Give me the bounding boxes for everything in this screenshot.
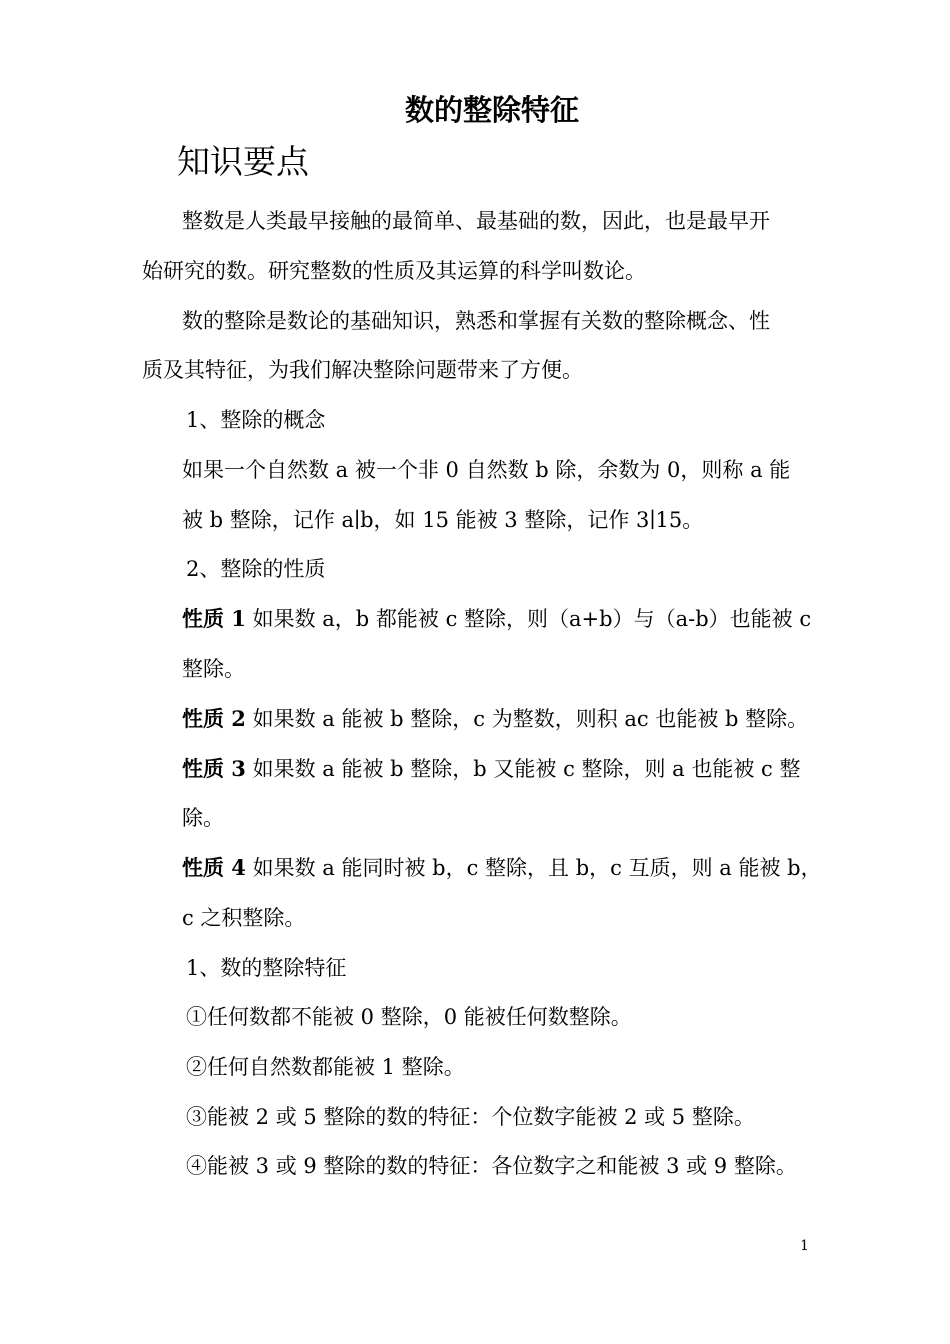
property-3-label: 性质 3 [182,756,246,781]
property-4-line-1 [182,853,822,883]
property-3-line-1 [182,754,801,784]
feature-item: ③能被 2 或 5 整除的数的特征：个位数字能被 2 或 5 整除。 [186,1105,755,1129]
concept-heading: 1、整除的概念 [186,408,326,432]
property-2-label: 性质 2 [182,706,246,731]
section-heading: 知识要点 [177,142,309,181]
property-2-text: 如果数 a 能被 b 整除，c 为整数，则积 ac 也能被 b 整除。 [245,707,809,731]
concept-line-1: 如果一个自然数 a 被一个非 0 自然数 b 除，余数为 0，则称 a 能 [182,458,791,482]
property-1-line-2: 整除。 [182,657,245,681]
feature-item: ④能被 3 或 9 整除的数的特征：各位数字之和能被 3 或 9 整除。 [186,1154,797,1178]
concept-line-2: 被 b 整除，记作 a∣b，如 15 能被 3 整除，记作 3∣15。 [182,508,704,532]
page-title: 数的整除特征 [404,93,579,127]
intro-line-2: 始研究的数。研究整数的性质及其运算的科学叫数论。 [142,259,646,283]
features-heading: 1、数的整除特征 [186,956,347,980]
page-number: 1 [800,1238,809,1254]
feature-item: ①任何数都不能被 0 整除，0 能被任何数整除。 [186,1005,632,1029]
feature-item: ②任何自然数都能被 1 整除。 [186,1055,465,1079]
properties-heading: 2、整除的性质 [186,557,326,581]
property-1-text: 如果数 a，b 都能被 c 整除，则（a+b）与（a-b）也能被 c [245,607,812,631]
property-4-label: 性质 4 [182,855,246,880]
property-1-label: 性质 1 [182,606,246,631]
property-3-line-2: 除。 [182,806,224,830]
property-1-line-1 [182,604,811,634]
intro-line-1: 整数是人类最早接触的最简单、最基础的数，因此，也是最早开 [182,209,770,233]
property-2-line-1 [182,704,808,734]
intro-line-4: 质及其特征，为我们解决整除问题带来了方便。 [142,358,583,382]
intro-line-3: 数的整除是数论的基础知识，熟悉和掌握有关数的整除概念、性 [182,309,770,333]
property-3-text: 如果数 a 能被 b 整除，b 又能被 c 整除，则 a 也能被 c 整 [245,757,801,781]
property-4-line-2: c 之积整除。 [182,906,306,930]
property-4-text: 如果数 a 能同时被 b，c 整除，且 b，c 互质，则 a 能被 b， [245,856,822,880]
